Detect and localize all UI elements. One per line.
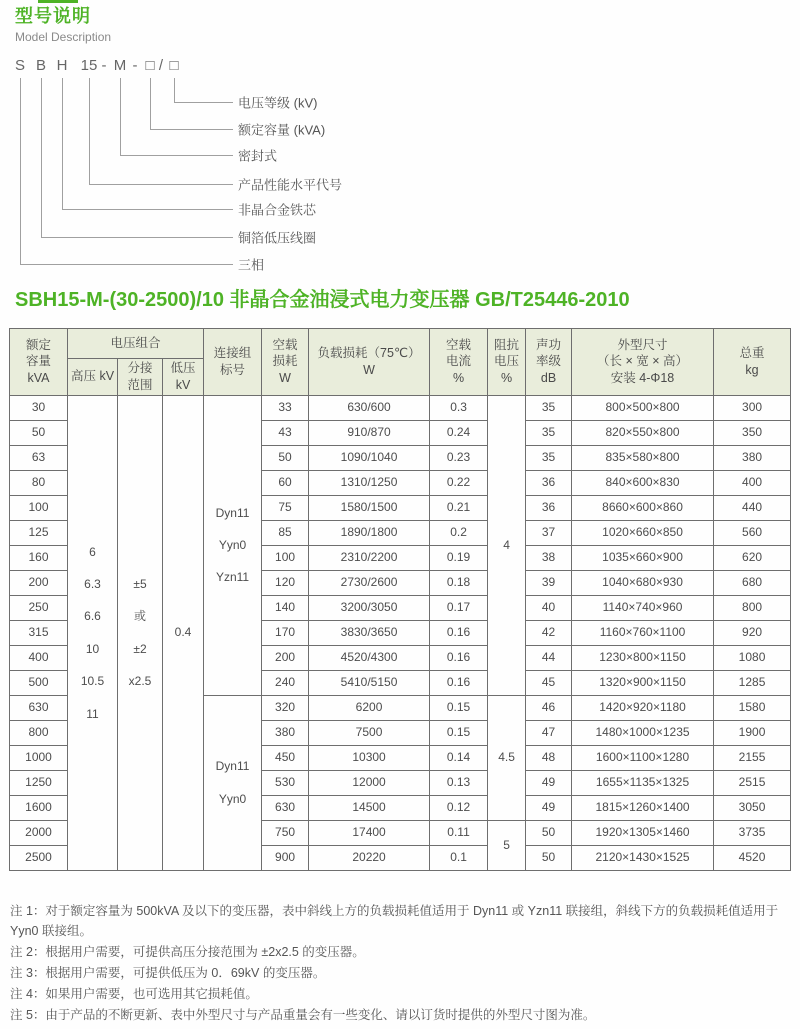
table-cell: 49 xyxy=(526,795,572,820)
table-cell: 43 xyxy=(262,420,309,445)
table-cell: 2515 xyxy=(714,770,791,795)
column-header-lv: 低压 kV xyxy=(163,359,204,396)
model-code-char-b: B xyxy=(35,57,47,74)
table-cell: 46 xyxy=(526,695,572,720)
table-cell: 35 xyxy=(526,395,572,420)
table-cell: 50 xyxy=(526,820,572,845)
table-cell: 75 xyxy=(262,495,309,520)
table-row xyxy=(10,395,791,420)
section-title-cn: 型号说明 xyxy=(15,6,91,26)
table-cell: 1600×1100×1280 xyxy=(572,745,714,770)
table-cell: 50 xyxy=(262,445,309,470)
table-cell: Dyn11 Yyn0 Yzn11 xyxy=(204,395,262,695)
table-cell: 1140×740×960 xyxy=(572,595,714,620)
table-cell: 36 xyxy=(526,470,572,495)
table-cell: 250 xyxy=(10,595,68,620)
table-cell: 1480×1000×1235 xyxy=(572,720,714,745)
table-cell: Dyn11 Yyn0 xyxy=(204,695,262,870)
table-cell: 1815×1260×1400 xyxy=(572,795,714,820)
table-cell: 0.3 xyxy=(430,395,488,420)
table-cell: 320 xyxy=(262,695,309,720)
table-cell: 560 xyxy=(714,520,791,545)
table-cell: 630/600 xyxy=(309,395,430,420)
table-cell: 1310/1250 xyxy=(309,470,430,495)
table-cell: 47 xyxy=(526,720,572,745)
table-cell: 1900 xyxy=(714,720,791,745)
table-cell: 0.1 xyxy=(430,845,488,870)
table-cell: 400 xyxy=(714,470,791,495)
table-cell: 7500 xyxy=(309,720,430,745)
table-cell: 12000 xyxy=(309,770,430,795)
table-cell: 1580/1500 xyxy=(309,495,430,520)
product-title: SBH15-M-(30-2500)/10 非晶合金油浸式电力变压器 GB/T25446-2010 xyxy=(15,289,630,311)
table-cell: 36 xyxy=(526,495,572,520)
page-top-decorative-fragment xyxy=(38,0,78,3)
table-cell: 1230×800×1150 xyxy=(572,645,714,670)
table-cell: 6200 xyxy=(309,695,430,720)
table-cell: 2120×1430×1525 xyxy=(572,845,714,870)
table-cell: 125 xyxy=(10,520,68,545)
note-1: 注 1：对于额定容量为 500kVA 及以下的变压器，表中斜线上方的负载损耗值适用于 Dyn11 或 Yzn11 联接组，斜线下方的负载损耗值适用于 Yyn0 联接组。 xyxy=(10,904,779,938)
table-cell: 0.11 xyxy=(430,820,488,845)
table-cell: 42 xyxy=(526,620,572,645)
note-3: 注 3：根据用户需要，可提供低压为 0．69kV 的变压器。 xyxy=(10,966,326,980)
model-code-box-1: □ xyxy=(145,57,155,74)
table-cell: 1285 xyxy=(714,670,791,695)
table-cell: 0.23 xyxy=(430,445,488,470)
model-code-hyphen-1: - xyxy=(101,57,107,74)
table-cell: 0.15 xyxy=(430,720,488,745)
table-cell: 820×550×800 xyxy=(572,420,714,445)
table-cell: 33 xyxy=(262,395,309,420)
table-cell: 20220 xyxy=(309,845,430,870)
table-cell: 1040×680×930 xyxy=(572,570,714,595)
table-cell: 380 xyxy=(714,445,791,470)
table-cell: 2310/2200 xyxy=(309,545,430,570)
table-cell: 835×580×800 xyxy=(572,445,714,470)
section-heading xyxy=(15,7,111,44)
table-cell: 920 xyxy=(714,620,791,645)
column-header-impedance: 阻抗 电压 % xyxy=(488,329,526,396)
table-cell: 14500 xyxy=(309,795,430,820)
table-cell: 120 xyxy=(262,570,309,595)
model-code-char-s: S xyxy=(14,57,26,74)
column-header-connection: 连接组 标号 xyxy=(204,329,262,396)
table-cell: 200 xyxy=(262,645,309,670)
table-cell: 1160×760×1100 xyxy=(572,620,714,645)
column-header-load-loss: 负载损耗（75℃） W xyxy=(309,329,430,396)
table-cell: 1250 xyxy=(10,770,68,795)
table-cell: 910/870 xyxy=(309,420,430,445)
table-cell: 300 xyxy=(714,395,791,420)
callout-label-voltage-class: 电压等级 (kV) xyxy=(238,95,318,111)
callout-label-three-phase: 三相 xyxy=(238,257,265,273)
table-cell: 900 xyxy=(262,845,309,870)
table-cell: 0.22 xyxy=(430,470,488,495)
note-2: 注 2：根据用户需要，可提供高压分接范围为 ±2x2.5 的变压器。 xyxy=(10,945,365,959)
table-cell: 100 xyxy=(10,495,68,520)
table-cell: 0.21 xyxy=(430,495,488,520)
table-cell: 4520/4300 xyxy=(309,645,430,670)
table-cell: 750 xyxy=(262,820,309,845)
table-cell: 85 xyxy=(262,520,309,545)
table-cell: 0.16 xyxy=(430,670,488,695)
table-cell: 315 xyxy=(10,620,68,645)
table-cell: 350 xyxy=(714,420,791,445)
header-row-group xyxy=(10,329,791,359)
table-cell: 35 xyxy=(526,420,572,445)
table-cell: 5410/5150 xyxy=(309,670,430,695)
table-cell: 0.15 xyxy=(430,695,488,720)
column-header-voltage-group: 电压组合 xyxy=(68,329,204,359)
table-cell: 60 xyxy=(262,470,309,495)
callout-line-three-phase xyxy=(20,78,233,265)
table-cell: 4520 xyxy=(714,845,791,870)
table-cell: 2730/2600 xyxy=(309,570,430,595)
table-cell: 530 xyxy=(262,770,309,795)
column-header-hv: 高压 kV xyxy=(68,359,118,396)
table-cell: 0.17 xyxy=(430,595,488,620)
table-cell: 0.4 xyxy=(163,395,204,870)
table-cell: 1580 xyxy=(714,695,791,720)
table-cell: 2500 xyxy=(10,845,68,870)
column-header-noload-current: 空载 电流 % xyxy=(430,329,488,396)
table-cell: 0.14 xyxy=(430,745,488,770)
spec-table xyxy=(9,328,791,871)
table-cell: 1890/1800 xyxy=(309,520,430,545)
table-cell: 800×500×800 xyxy=(572,395,714,420)
column-header-noload-loss: 空载 损耗 W xyxy=(262,329,309,396)
table-cell: 1035×660×900 xyxy=(572,545,714,570)
table-cell: 8660×600×860 xyxy=(572,495,714,520)
note-4: 注 4：如果用户需要，也可选用其它损耗值。 xyxy=(10,987,258,1001)
callout-label-sealed-type: 密封式 xyxy=(238,148,278,164)
table-cell: 4.5 xyxy=(488,695,526,820)
model-code-char-15: 15 xyxy=(80,57,98,74)
table-cell: 38 xyxy=(526,545,572,570)
column-header-tap: 分接 范围 xyxy=(118,359,163,396)
table-cell: 620 xyxy=(714,545,791,570)
table-cell: 1420×920×1180 xyxy=(572,695,714,720)
table-cell: 48 xyxy=(526,745,572,770)
table-cell: 840×600×830 xyxy=(572,470,714,495)
column-header-capacity: 额定 容量 kVA xyxy=(10,329,68,396)
table-cell: 37 xyxy=(526,520,572,545)
table-cell: 50 xyxy=(10,420,68,445)
table-cell: 0.12 xyxy=(430,795,488,820)
table-cell: 140 xyxy=(262,595,309,620)
table-cell: 6 6.3 6.6 10 10.5 11 xyxy=(68,395,118,870)
table-cell: 35 xyxy=(526,445,572,470)
note-5: 注 5：由于产品的不断更新、表中外型尺寸与产品重量会有一些变化、请以订货时提供的外型尺寸图为准。 xyxy=(10,1008,596,1022)
table-cell: 440 xyxy=(714,495,791,520)
table-cell: 49 xyxy=(526,770,572,795)
table-cell: 3830/3650 xyxy=(309,620,430,645)
table-cell: 3735 xyxy=(714,820,791,845)
table-cell: 160 xyxy=(10,545,68,570)
table-cell: 3200/3050 xyxy=(309,595,430,620)
table-cell: 44 xyxy=(526,645,572,670)
model-code-slash: / xyxy=(158,57,164,74)
table-cell: 5 xyxy=(488,820,526,870)
column-header-dimensions: 外型尺寸 （长 × 宽 × 高） 安装 4-Φ18 xyxy=(572,329,714,396)
table-cell: 2155 xyxy=(714,745,791,770)
table-cell: 17400 xyxy=(309,820,430,845)
table-cell: 1020×660×850 xyxy=(572,520,714,545)
table-cell: 45 xyxy=(526,670,572,695)
table-cell: 680 xyxy=(714,570,791,595)
table-cell: 0.2 xyxy=(430,520,488,545)
model-code-char-h: H xyxy=(56,57,68,74)
table-cell: 240 xyxy=(262,670,309,695)
table-cell: 0.16 xyxy=(430,620,488,645)
table-cell: 40 xyxy=(526,595,572,620)
table-cell: 4 xyxy=(488,395,526,695)
table-cell: 0.19 xyxy=(430,545,488,570)
table-cell: 380 xyxy=(262,720,309,745)
table-cell: 200 xyxy=(10,570,68,595)
table-cell: 80 xyxy=(10,470,68,495)
table-cell: 630 xyxy=(10,695,68,720)
table-cell: ±5 或 ±2 x2.5 xyxy=(118,395,163,870)
table-cell: 50 xyxy=(526,845,572,870)
table-cell: 1600 xyxy=(10,795,68,820)
table-cell: 10300 xyxy=(309,745,430,770)
table-cell: 630 xyxy=(262,795,309,820)
table-cell: 170 xyxy=(262,620,309,645)
table-cell: 30 xyxy=(10,395,68,420)
callout-label-rated-capacity: 额定容量 (kVA) xyxy=(238,122,326,138)
notes-block xyxy=(10,901,792,1026)
table-cell: 1655×1135×1325 xyxy=(572,770,714,795)
callout-label-copper-foil: 铜箔低压线圈 xyxy=(238,230,317,246)
table-cell: 63 xyxy=(10,445,68,470)
spec-table-body xyxy=(10,395,791,870)
table-cell: 1920×1305×1460 xyxy=(572,820,714,845)
table-cell: 0.18 xyxy=(430,570,488,595)
table-cell: 800 xyxy=(714,595,791,620)
callout-label-performance-code: 产品性能水平代号 xyxy=(238,177,343,193)
table-cell: 1080 xyxy=(714,645,791,670)
table-cell: 39 xyxy=(526,570,572,595)
table-cell: 1320×900×1150 xyxy=(572,670,714,695)
table-cell: 100 xyxy=(262,545,309,570)
table-cell: 0.13 xyxy=(430,770,488,795)
table-cell: 800 xyxy=(10,720,68,745)
table-cell: 400 xyxy=(10,645,68,670)
table-cell: 1090/1040 xyxy=(309,445,430,470)
table-cell: 0.24 xyxy=(430,420,488,445)
section-title-en: Model Description xyxy=(15,29,112,44)
model-code-char-m: M xyxy=(113,57,127,74)
model-code-hyphen-2: - xyxy=(132,57,138,74)
table-cell: 500 xyxy=(10,670,68,695)
model-code-diagram xyxy=(0,57,800,282)
column-header-sound: 声功 率级 dB xyxy=(526,329,572,396)
table-cell: 1000 xyxy=(10,745,68,770)
spec-table-head xyxy=(10,329,791,396)
table-cell: 450 xyxy=(262,745,309,770)
table-cell: 2000 xyxy=(10,820,68,845)
model-code-box-2: □ xyxy=(169,57,179,74)
callout-label-amorphous-core: 非晶合金铁芯 xyxy=(238,202,317,218)
table-cell: 0.16 xyxy=(430,645,488,670)
table-cell: 3050 xyxy=(714,795,791,820)
column-header-weight: 总重 kg xyxy=(714,329,791,396)
